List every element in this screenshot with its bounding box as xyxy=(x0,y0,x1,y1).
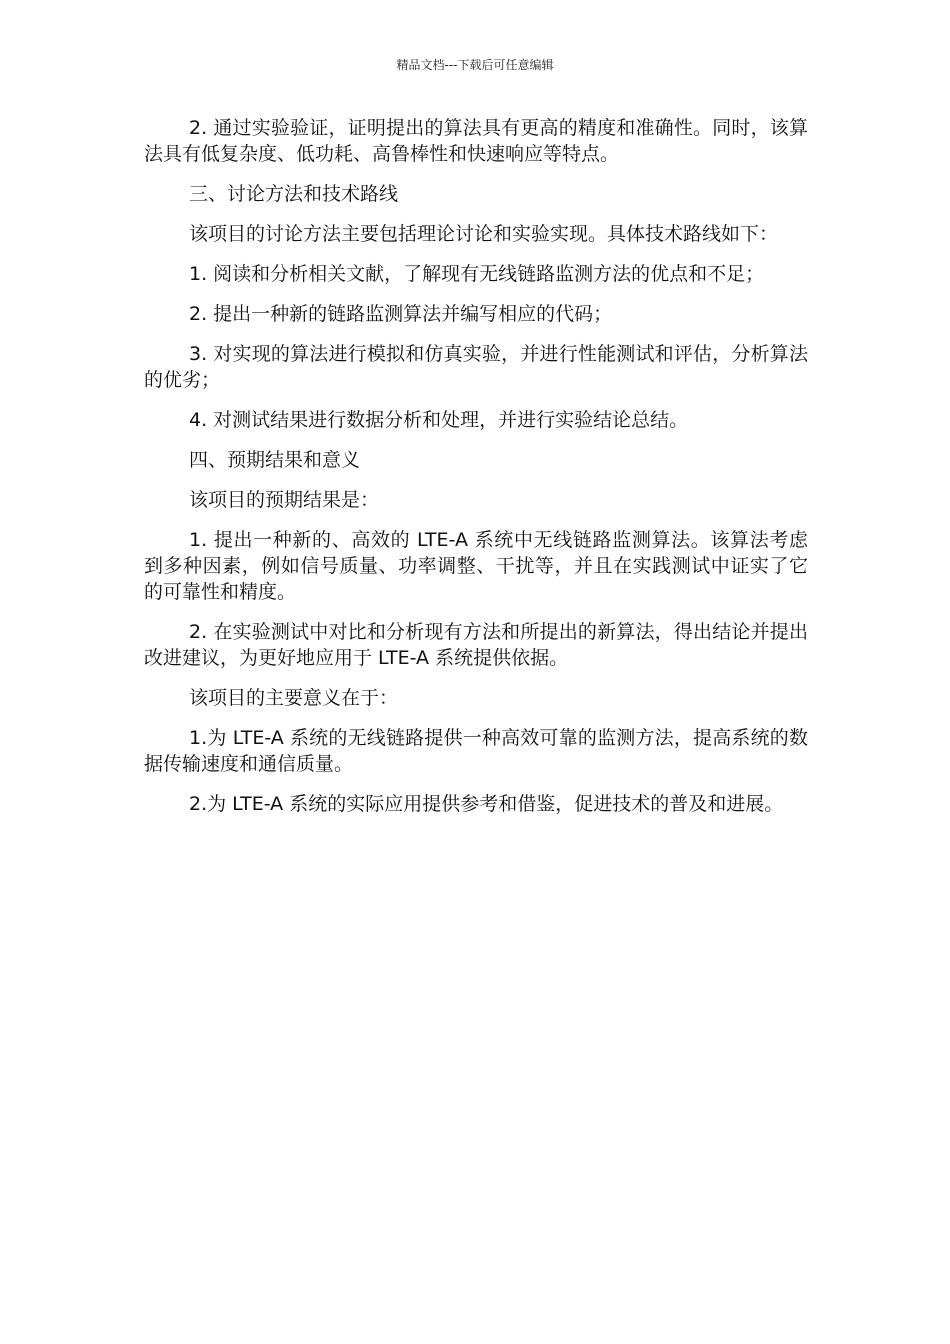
paragraph-result-2: 2. 通过实验验证，证明提出的算法具有更高的精度和准确性。同时，该算法具有低复杂度、低功耗、高鲁棒性和快速响应等特点。 xyxy=(144,117,808,165)
paragraph-methods-intro: 该项目的讨论方法主要包括理论讨论和实验实现。具体技术路线如下： xyxy=(189,223,779,245)
section-heading-methods: 三、讨论方法和技术路线 xyxy=(189,183,399,205)
document-body xyxy=(144,115,808,831)
list-item-step-4: 4. 对测试结果进行数据分析和处理，并进行实验结论总结。 xyxy=(189,409,689,431)
list-item-step-2: 2. 提出一种新的链路监测算法并编写相应的代码； xyxy=(189,303,613,325)
list-item-expected-2: 2. 在实验测试中对比和分析现有方法和所提出的新算法，得出结论并提出改进建议，为更好地应用于 LTE-A 系统提供依据。 xyxy=(144,621,808,669)
list-item-step-3: 3. 对实现的算法进行模拟和仿真实验，并进行性能测试和评估，分析算法的优劣； xyxy=(144,343,808,391)
section-heading-expected: 四、预期结果和意义 xyxy=(189,449,361,471)
list-item-significance-2: 2.为 LTE-A 系统的实际应用提供参考和借鉴，促进技术的普及和进展。 xyxy=(189,793,784,815)
paragraph-expected-intro: 该项目的预期结果是： xyxy=(189,489,380,511)
paragraph-significance-intro: 该项目的主要意义在于： xyxy=(189,687,399,709)
list-item-step-1: 1. 阅读和分析相关文献，了解现有无线链路监测方法的优点和不足； xyxy=(189,263,765,285)
list-item-significance-1: 1.为 LTE-A 系统的无线链路提供一种高效可靠的监测方法，提高系统的数据传输速度和通信质量。 xyxy=(144,727,808,775)
list-item-expected-1: 1. 提出一种新的、高效的 LTE-A 系统中无线链路监测算法。该算法考虑到多种因素，例如信号质量、功率调整、干扰等，并且在实践测试中证实了它的可靠性和精度。 xyxy=(144,529,808,603)
page-header: 精品文档---下载后可任意编辑 xyxy=(396,58,554,72)
